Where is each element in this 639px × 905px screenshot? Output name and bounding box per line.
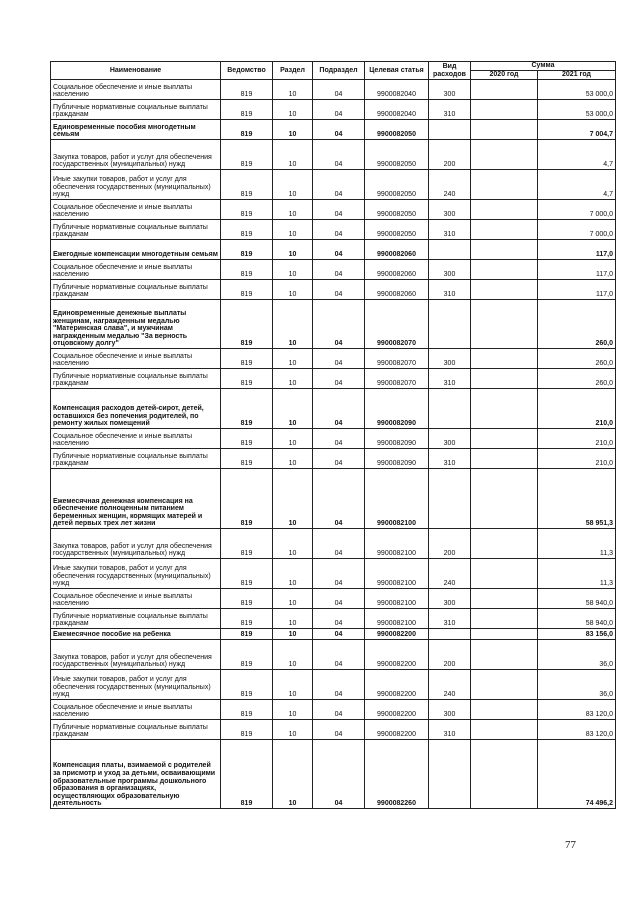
cell-target: 9900082070 [365, 349, 429, 369]
cell-dept: 819 [221, 369, 273, 389]
cell-dept: 819 [221, 609, 273, 629]
cell-2020 [471, 300, 538, 349]
cell-2021: 58 951,3 [538, 469, 616, 529]
cell-2020 [471, 700, 538, 720]
cell-2021: 210,0 [538, 389, 616, 429]
table-row [51, 609, 616, 629]
cell-2021: 74 496,2 [538, 740, 616, 809]
cell-2020 [471, 589, 538, 609]
cell-dept: 819 [221, 140, 273, 170]
table-row [51, 720, 616, 740]
cell-2020 [471, 389, 538, 429]
cell-name: Социальное обеспечение и иные выплаты населению [51, 260, 221, 280]
table-row [51, 240, 616, 260]
cell-dept: 819 [221, 740, 273, 809]
cell-kind: 200 [429, 140, 471, 170]
cell-kind: 300 [429, 429, 471, 449]
cell-name: Закупка товаров, работ и услуг для обеспечения государственных (муниципальных) нужд [51, 140, 221, 170]
cell-2020 [471, 740, 538, 809]
cell-kind: 310 [429, 280, 471, 300]
cell-2021: 53 000,0 [538, 80, 616, 100]
cell-2021: 83 156,0 [538, 629, 616, 640]
header-section: Раздел [273, 62, 313, 80]
cell-target: 9900082050 [365, 170, 429, 200]
cell-target: 9900082200 [365, 720, 429, 740]
cell-kind [429, 469, 471, 529]
cell-2021: 260,0 [538, 349, 616, 369]
cell-kind: 310 [429, 220, 471, 240]
cell-section: 10 [273, 670, 313, 700]
cell-2020 [471, 80, 538, 100]
cell-dept: 819 [221, 670, 273, 700]
cell-kind: 200 [429, 529, 471, 559]
table-row [51, 469, 616, 529]
cell-target: 9900082100 [365, 469, 429, 529]
table-row [51, 349, 616, 369]
cell-dept: 819 [221, 80, 273, 100]
cell-dept: 819 [221, 280, 273, 300]
cell-name: Публичные нормативные социальные выплаты гражданам [51, 100, 221, 120]
cell-name: Публичные нормативные социальные выплаты гражданам [51, 609, 221, 629]
cell-kind: 200 [429, 640, 471, 670]
cell-target: 9900082100 [365, 589, 429, 609]
cell-2020 [471, 609, 538, 629]
cell-name: Компенсация платы, взимаемой с родителей за присмотр и уход за детьми, осваивающими образовательные программы дошкольного образования в организациях, осуществляющих образовательную деятельность [51, 740, 221, 809]
cell-target: 9900082050 [365, 220, 429, 240]
cell-kind: 300 [429, 260, 471, 280]
cell-target: 9900082060 [365, 280, 429, 300]
table-row [51, 140, 616, 170]
cell-subsection: 04 [313, 740, 365, 809]
cell-kind: 300 [429, 80, 471, 100]
cell-2021: 117,0 [538, 280, 616, 300]
cell-section: 10 [273, 220, 313, 240]
cell-2020 [471, 349, 538, 369]
cell-subsection: 04 [313, 700, 365, 720]
table-row [51, 220, 616, 240]
table-row [51, 100, 616, 120]
cell-name: Социальное обеспечение и иные выплаты населению [51, 80, 221, 100]
cell-subsection: 04 [313, 629, 365, 640]
cell-kind: 310 [429, 100, 471, 120]
cell-target: 9900082100 [365, 529, 429, 559]
cell-name: Компенсация расходов детей-сирот, детей, оставшихся без попечения родителей, по ремонту жилых помещений [51, 389, 221, 429]
cell-name: Социальное обеспечение и иные выплаты населению [51, 429, 221, 449]
cell-subsection: 04 [313, 469, 365, 529]
cell-name: Единовременные денежные выплаты женщинам, награжденным медалью "Материнская слава", и мужчинам награжденным медалью "За верность отцовскому долгу" [51, 300, 221, 349]
cell-2020 [471, 220, 538, 240]
cell-name: Закупка товаров, работ и услуг для обеспечения государственных (муниципальных) нужд [51, 529, 221, 559]
cell-section: 10 [273, 80, 313, 100]
cell-2021: 11,3 [538, 559, 616, 589]
cell-dept: 819 [221, 559, 273, 589]
cell-section: 10 [273, 170, 313, 200]
cell-2020 [471, 100, 538, 120]
cell-subsection: 04 [313, 529, 365, 559]
cell-dept: 819 [221, 100, 273, 120]
table-row [51, 389, 616, 429]
cell-2020 [471, 200, 538, 220]
header-dept: Ведомство [221, 62, 273, 80]
cell-2021: 4,7 [538, 170, 616, 200]
cell-target: 9900082090 [365, 429, 429, 449]
cell-2021: 83 120,0 [538, 700, 616, 720]
cell-2021: 58 940,0 [538, 589, 616, 609]
cell-section: 10 [273, 429, 313, 449]
cell-2020 [471, 720, 538, 740]
cell-target: 9900082200 [365, 700, 429, 720]
cell-name: Закупка товаров, работ и услуг для обеспечения государственных (муниципальных) нужд [51, 640, 221, 670]
cell-target: 9900082090 [365, 449, 429, 469]
cell-2020 [471, 260, 538, 280]
cell-subsection: 04 [313, 240, 365, 260]
cell-dept: 819 [221, 300, 273, 349]
cell-subsection: 04 [313, 140, 365, 170]
cell-kind: 240 [429, 670, 471, 700]
cell-2021: 83 120,0 [538, 720, 616, 740]
cell-target: 9900082050 [365, 200, 429, 220]
table-row [51, 260, 616, 280]
cell-dept: 819 [221, 349, 273, 369]
cell-2021: 260,0 [538, 300, 616, 349]
cell-section: 10 [273, 469, 313, 529]
cell-kind: 310 [429, 720, 471, 740]
cell-name: Иные закупки товаров, работ и услуг для обеспечения государственных (муниципальных) нужд [51, 559, 221, 589]
table-row [51, 429, 616, 449]
table-row [51, 589, 616, 609]
cell-2021: 53 000,0 [538, 100, 616, 120]
cell-subsection: 04 [313, 609, 365, 629]
cell-name: Единовременные пособия многодетным семьям [51, 120, 221, 140]
table-row [51, 369, 616, 389]
cell-2021: 260,0 [538, 369, 616, 389]
cell-dept: 819 [221, 389, 273, 429]
cell-name: Публичные нормативные социальные выплаты гражданам [51, 220, 221, 240]
cell-2021: 4,7 [538, 140, 616, 170]
cell-subsection: 04 [313, 80, 365, 100]
table-row [51, 559, 616, 589]
cell-target: 9900082060 [365, 240, 429, 260]
table-row [51, 300, 616, 349]
cell-subsection: 04 [313, 120, 365, 140]
cell-2020 [471, 559, 538, 589]
cell-2020 [471, 120, 538, 140]
cell-target: 9900082200 [365, 629, 429, 640]
cell-subsection: 04 [313, 389, 365, 429]
header-target: Целевая статья [365, 62, 429, 80]
cell-section: 10 [273, 140, 313, 170]
cell-section: 10 [273, 740, 313, 809]
cell-kind: 310 [429, 609, 471, 629]
cell-dept: 819 [221, 120, 273, 140]
table-row [51, 740, 616, 809]
cell-subsection: 04 [313, 170, 365, 200]
cell-2021: 117,0 [538, 260, 616, 280]
cell-dept: 819 [221, 240, 273, 260]
cell-name: Социальное обеспечение и иные выплаты населению [51, 700, 221, 720]
page-number: 77 [565, 839, 576, 851]
table-row [51, 80, 616, 100]
header-name: Наименование [51, 62, 221, 80]
cell-2021: 7 000,0 [538, 200, 616, 220]
cell-section: 10 [273, 720, 313, 740]
cell-section: 10 [273, 529, 313, 559]
cell-kind: 240 [429, 170, 471, 200]
cell-section: 10 [273, 449, 313, 469]
cell-name: Публичные нормативные социальные выплаты гражданам [51, 369, 221, 389]
cell-2020 [471, 429, 538, 449]
cell-subsection: 04 [313, 670, 365, 700]
cell-kind: 300 [429, 700, 471, 720]
cell-subsection: 04 [313, 369, 365, 389]
cell-kind [429, 240, 471, 260]
cell-dept: 819 [221, 629, 273, 640]
cell-name: Иные закупки товаров, работ и услуг для обеспечения государственных (муниципальных) нужд [51, 670, 221, 700]
cell-name: Социальное обеспечение и иные выплаты населению [51, 349, 221, 369]
cell-2021: 11,3 [538, 529, 616, 559]
cell-section: 10 [273, 100, 313, 120]
cell-section: 10 [273, 609, 313, 629]
cell-name: Публичные нормативные социальные выплаты гражданам [51, 720, 221, 740]
table-row [51, 670, 616, 700]
cell-name: Публичные нормативные социальные выплаты гражданам [51, 449, 221, 469]
cell-kind: 240 [429, 559, 471, 589]
cell-target: 9900082060 [365, 260, 429, 280]
cell-target: 9900082040 [365, 100, 429, 120]
cell-2020 [471, 170, 538, 200]
cell-section: 10 [273, 369, 313, 389]
table-row [51, 120, 616, 140]
cell-name: Ежегодные компенсации многодетным семьям [51, 240, 221, 260]
cell-target: 9900082070 [365, 369, 429, 389]
cell-dept: 819 [221, 429, 273, 449]
cell-subsection: 04 [313, 429, 365, 449]
cell-subsection: 04 [313, 559, 365, 589]
cell-name: Ежемесячная денежная компенсация на обеспечение полноценным питанием беременных женщин, кормящих матерей и детей первых трех лет жизни [51, 469, 221, 529]
cell-2020 [471, 280, 538, 300]
cell-2021: 7 000,0 [538, 220, 616, 240]
table-row [51, 529, 616, 559]
cell-target: 9900082090 [365, 389, 429, 429]
cell-name: Социальное обеспечение и иные выплаты населению [51, 200, 221, 220]
header-subsection: Подраздел [313, 62, 365, 80]
cell-section: 10 [273, 589, 313, 609]
cell-2021: 117,0 [538, 240, 616, 260]
cell-subsection: 04 [313, 220, 365, 240]
cell-target: 9900082260 [365, 740, 429, 809]
cell-2020 [471, 240, 538, 260]
cell-kind: 300 [429, 589, 471, 609]
cell-dept: 819 [221, 589, 273, 609]
cell-target: 9900082100 [365, 559, 429, 589]
table-row [51, 280, 616, 300]
cell-subsection: 04 [313, 640, 365, 670]
cell-dept: 819 [221, 200, 273, 220]
cell-target: 9900082200 [365, 640, 429, 670]
cell-section: 10 [273, 120, 313, 140]
cell-2020 [471, 140, 538, 170]
cell-2021: 36,0 [538, 670, 616, 700]
table-row [51, 700, 616, 720]
cell-section: 10 [273, 200, 313, 220]
cell-dept: 819 [221, 529, 273, 559]
cell-section: 10 [273, 260, 313, 280]
cell-kind: 300 [429, 200, 471, 220]
cell-name: Ежемесячное пособие на ребенка [51, 629, 221, 640]
cell-section: 10 [273, 559, 313, 589]
cell-kind [429, 120, 471, 140]
cell-name: Социальное обеспечение и иные выплаты населению [51, 589, 221, 609]
cell-dept: 819 [221, 170, 273, 200]
cell-kind: 310 [429, 369, 471, 389]
cell-target: 9900082070 [365, 300, 429, 349]
cell-name: Иные закупки товаров, работ и услуг для обеспечения государственных (муниципальных) нужд [51, 170, 221, 200]
cell-dept: 819 [221, 700, 273, 720]
cell-kind [429, 300, 471, 349]
cell-target: 9900082200 [365, 670, 429, 700]
cell-subsection: 04 [313, 589, 365, 609]
cell-kind: 310 [429, 449, 471, 469]
cell-2020 [471, 469, 538, 529]
cell-kind [429, 629, 471, 640]
table-row [51, 629, 616, 640]
budget-table [50, 61, 616, 809]
cell-target: 9900082100 [365, 609, 429, 629]
cell-subsection: 04 [313, 100, 365, 120]
cell-dept: 819 [221, 220, 273, 240]
cell-subsection: 04 [313, 300, 365, 349]
cell-2020 [471, 640, 538, 670]
cell-section: 10 [273, 240, 313, 260]
cell-kind: 300 [429, 349, 471, 369]
table-row [51, 170, 616, 200]
cell-2021: 7 004,7 [538, 120, 616, 140]
cell-dept: 819 [221, 260, 273, 280]
cell-subsection: 04 [313, 449, 365, 469]
header-sum: Сумма [471, 62, 616, 71]
table-row [51, 449, 616, 469]
cell-target: 9900082040 [365, 80, 429, 100]
cell-subsection: 04 [313, 280, 365, 300]
cell-subsection: 04 [313, 260, 365, 280]
cell-section: 10 [273, 389, 313, 429]
cell-section: 10 [273, 700, 313, 720]
cell-section: 10 [273, 629, 313, 640]
cell-subsection: 04 [313, 720, 365, 740]
header-2021: 2021 год [538, 71, 616, 80]
header-kind: Вид расходов [429, 62, 471, 80]
cell-dept: 819 [221, 469, 273, 529]
cell-kind [429, 389, 471, 429]
cell-target: 9900082050 [365, 120, 429, 140]
cell-dept: 819 [221, 449, 273, 469]
table-row [51, 200, 616, 220]
cell-section: 10 [273, 280, 313, 300]
cell-2020 [471, 529, 538, 559]
cell-section: 10 [273, 349, 313, 369]
cell-2020 [471, 629, 538, 640]
cell-2020 [471, 369, 538, 389]
table-row [51, 640, 616, 670]
cell-section: 10 [273, 640, 313, 670]
cell-section: 10 [273, 300, 313, 349]
cell-name: Публичные нормативные социальные выплаты гражданам [51, 280, 221, 300]
cell-subsection: 04 [313, 200, 365, 220]
cell-dept: 819 [221, 640, 273, 670]
cell-kind [429, 740, 471, 809]
cell-2021: 210,0 [538, 449, 616, 469]
cell-2021: 36,0 [538, 640, 616, 670]
header-2020: 2020 год [471, 71, 538, 80]
cell-2020 [471, 449, 538, 469]
cell-2020 [471, 670, 538, 700]
cell-target: 9900082050 [365, 140, 429, 170]
cell-subsection: 04 [313, 349, 365, 369]
cell-dept: 819 [221, 720, 273, 740]
cell-2021: 58 940,0 [538, 609, 616, 629]
cell-2021: 210,0 [538, 429, 616, 449]
